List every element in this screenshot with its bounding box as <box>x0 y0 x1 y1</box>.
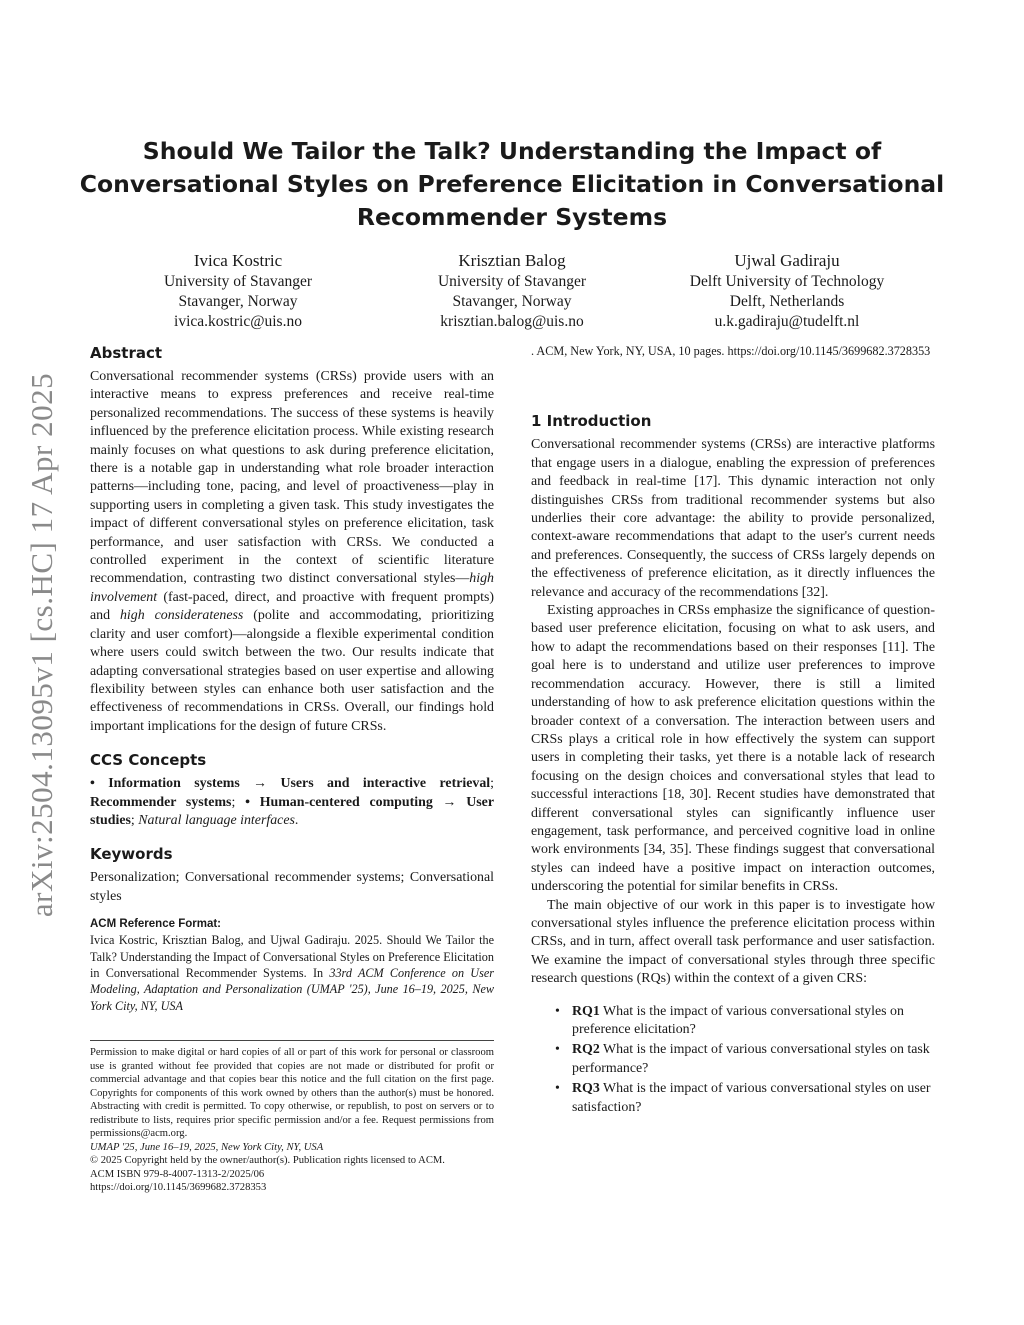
paper-title: Should We Tailor the Talk? Understanding the Impact of Conversational Styles on Preference Elicitation in Conversational Recommender Systems <box>79 137 945 231</box>
permission-notice: Permission to make digital or hard copies of all or part of this work for personal or classroom use is granted without fee provided that copies are not made or distributed for profit or commercial advantage and that copies bear this notice and the full citation on the first page. Copyrights for components of this work owned by others than the author(s) must be honored. Abstracting with credit is permitted. To copy otherwise, or republish, to post on servers or to redistribute to lists, requires prior specific permission and/or a fee. Request permissions from permissions@acm.org. <box>90 1047 494 1139</box>
arxiv-id-text: arXiv:2504.13095v1 [cs.HC] 17 Apr 2025 <box>24 372 60 918</box>
intro-paragraph-1: Conversational recommender systems (CRSs) are interactive platforms that engage users in a dialogue, enabling the expression of preferences and feedback in real-time [17]. This dynamic interaction not only distinguishes CRSs from traditional recommender systems but also underlies their core advantage: the ability to provide personalized, context-aware recommendations that adapt to the user's current needs and preferences. Consequently, the success of CRSs largely depends on the effectiveness of preference elicitation, as it directly influences the relevance and accuracy of the recommendations [32]. <box>531 437 935 600</box>
copyright-line: © 2025 Copyright held by the owner/author(s). Publication rights licensed to ACM. <box>90 1155 445 1166</box>
ccs-heading: CCS Concepts <box>90 751 207 770</box>
list-item: • RQ1 What is the impact of various conversational styles on preference elicitation? <box>555 1003 935 1040</box>
list-item: • RQ3 What is the impact of various conversational styles on user satisfaction? <box>555 1080 935 1117</box>
author-email: u.k.gadiraju@tudelft.nl <box>714 313 860 330</box>
author-location: Stavanger, Norway <box>178 293 298 310</box>
author-affiliation: Delft University of Technology <box>689 273 885 290</box>
conference-line: UMAP '25, June 16–19, 2025, New York City, NY, USA <box>90 1141 324 1153</box>
acm-reference-continued: . ACM, New York, NY, USA, 10 pages. https://doi.org/10.1145/3699682.3728353 <box>531 344 931 358</box>
isbn-line: ACM ISBN 979-8-4007-1313-2/2025/06 <box>90 1168 265 1180</box>
doi-link[interactable]: https://doi.org/10.1145/3699682.3728353 <box>90 1182 267 1193</box>
author-affiliation: University of Stavanger <box>437 273 587 290</box>
arxiv-identifier <box>12 350 72 940</box>
author-email: krisztian.balog@uis.no <box>440 313 584 330</box>
keywords-text: Personalization; Conversational recommender systems; Conversational styles <box>90 870 494 904</box>
abstract-heading: Abstract <box>90 344 163 362</box>
keywords-heading: Keywords <box>90 845 173 864</box>
intro-paragraph-3: The main objective of our work in this paper is to investigate how conversational styles influence the preference elicitation process within CRSs, and in turn, affect overall task performance and user satisfaction. We examine the impact of conversational styles through three specific research questions (RQs) within the context of a given CRS: <box>531 897 935 987</box>
right-column <box>531 343 935 1119</box>
left-column <box>90 343 494 1014</box>
list-item: • RQ2 What is the impact of various conversational styles on task performance? <box>555 1041 935 1078</box>
ccs-concepts: • Information systems → Users and interactive retrieval; Recommender systems; • Human-centered computing → User studies; Natural language interfaces. <box>90 776 494 828</box>
acm-reference-text: Ivica Kostric, Krisztian Balog, and Ujwal Gadiraju. 2025. Should We Tailor the Talk? Understanding the Impact of Conversational Styles on Preference Elicitation in Conversational Recommender Systems. In 33rd ACM Conference on User Modeling, Adaptation and Personalization (UMAP '25), June 16–19, 2025, New York City, NY, USA <box>90 933 494 1013</box>
author-name: Ujwal Gadiraju <box>734 251 840 270</box>
acm-reference-heading: ACM Reference Format: <box>90 918 221 931</box>
author-name: Ivica Kostric <box>193 251 283 270</box>
copyright-footnote <box>90 1040 494 1195</box>
author-email: ivica.kostric@uis.no <box>174 313 302 330</box>
research-questions-list <box>531 1003 935 1117</box>
author-1 <box>138 250 338 332</box>
abstract-text: Conversational recommender systems (CRSs) provide users with an interactive means to express preferences and receive real-time personalized recommendations. The success of these systems is heavily influenced by the preference elicitation process. While existing research mainly focuses on what questions to ask during preference elicitation, there is a notable gap in understanding what role broader interaction patterns—including tone, pacing, and level of proactiveness—play in supporting users in completing a given task. This study investigates the impact of different conversational styles on preference elicitation, task performance, and user satisfaction with CRSs. We conducted a controlled experiment in the context of scientific literature recommendation, contrasting two distinct conversational styles—high involvement (fast-paced, direct, and proactive with frequent prompts) and high considerateness (polite and accommodating, prioritizing clarity and user comfort)—alongside a flexible experimental condition where users could switch between the two. Our results indicate that adapting conversational strategies based on user expertise and allowing flexibility between styles can enhance both user satisfaction and the effectiveness of recommendations in CRSs. Overall, our findings hold important implications for the design of future CRSs. <box>90 369 494 734</box>
author-3 <box>660 250 914 332</box>
author-affiliation: University of Stavanger <box>163 273 313 290</box>
intro-paragraph-2: Existing approaches in CRSs emphasize the significance of question-based user preference elicitation, focusing on what to ask users, and how to adapt the recommendations based on their responses [11]. The goal here is to understand and utilize user preferences to improve recommendation accuracy. However, there is still a limited understanding of how to ask preference elicitation questions within the broader context of a conversation. The interaction between users and CRSs plays a critical role in how effectively the system can support users in completing their tasks, yet there is a notable lack of research focusing on the design choices and conversational styles that lead to successful interactions [18, 30]. Recent studies have demonstrated that different conversational styles can significantly influence user engagement, task performance, and perceived cognitive load in online work environments [34, 35]. These findings suggest that conversational styles can indeed have a positive impact on interaction outcomes, underscoring the potential for similar benefits in CRSs. <box>531 603 935 895</box>
author-location: Stavanger, Norway <box>452 293 572 310</box>
author-name: Krisztian Balog <box>458 251 566 270</box>
introduction-heading: 1 Introduction <box>531 412 652 431</box>
author-location: Delft, Netherlands <box>729 293 845 310</box>
author-2 <box>412 250 612 332</box>
